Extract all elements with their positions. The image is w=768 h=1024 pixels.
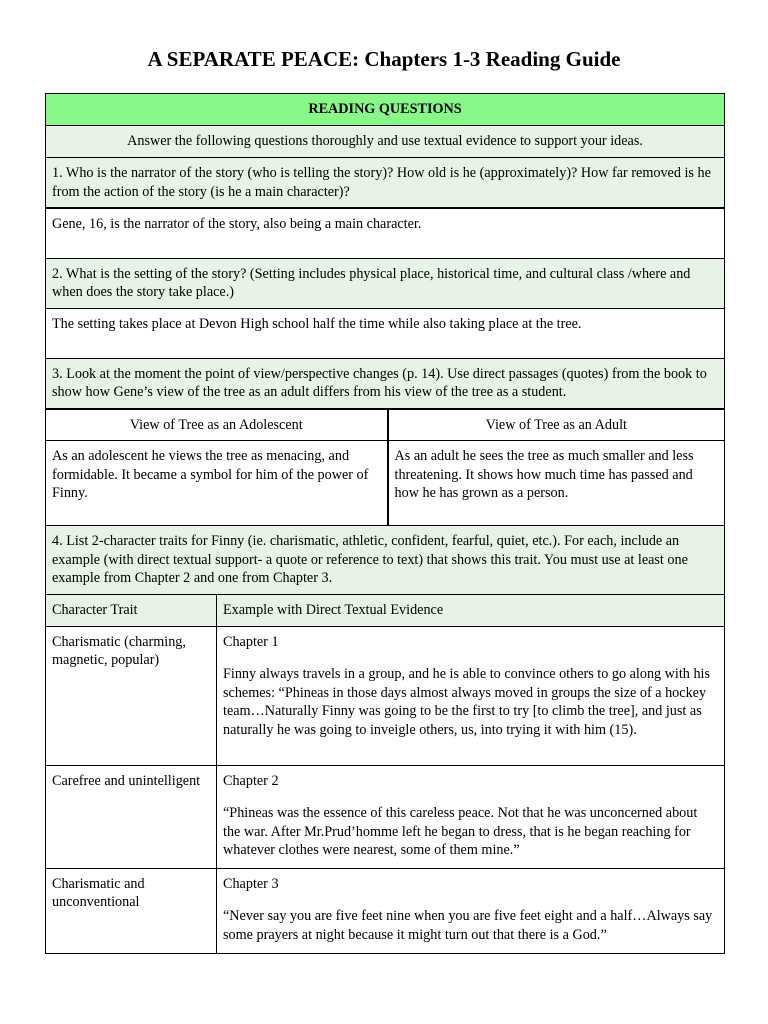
trait-cell: Charismatic (charming, magnetic, popular) — [46, 626, 217, 765]
answer-2: The setting takes place at Devon High school half the time while also taking place at the tree. — [46, 308, 725, 358]
page-title: A SEPARATE PEACE: Chapters 1-3 Reading Guide — [147, 47, 621, 71]
question-4: 4. List 2-character traits for Finny (ie. charismatic, athletic, confident, fearful, quiet, etc.). For each, include an example (with direct textual support- a quote or reference to text) that shows this trait. You must use at least one example from Chapter 2 and one from Chapter 3. — [46, 526, 725, 595]
section-header: READING QUESTIONS — [46, 94, 725, 126]
column-header-example: Example with Direct Textual Evidence — [217, 594, 725, 626]
instructions-row — [46, 126, 725, 158]
column-header-adolescent: View of Tree as an Adolescent — [46, 409, 388, 441]
answer-1-row — [46, 208, 725, 258]
example-cell — [217, 765, 725, 868]
answer-3-adolescent: As an adolescent he views the tree as menacing, and formidable. It became a symbol for him of the power of Finny. — [46, 441, 388, 526]
section-header-row — [46, 94, 725, 126]
column-header-adult: View of Tree as an Adult — [388, 409, 725, 441]
table-row — [46, 626, 725, 765]
trait-cell: Charismatic and unconventional — [46, 868, 217, 953]
question-1: 1. Who is the narrator of the story (who is telling the story)? How old is he (approximately)? How far removed is he from the action of the story (is he a main character)? — [46, 158, 725, 209]
question-4-header-row — [46, 594, 725, 626]
question-3-answer-row — [46, 441, 725, 526]
instructions: Answer the following questions thoroughly and use textual evidence to support your ideas. — [46, 126, 725, 158]
reading-guide-table — [45, 93, 725, 954]
trait-cell: Carefree and unintelligent — [46, 765, 217, 868]
table-row — [46, 765, 725, 868]
question-3-row — [46, 358, 725, 409]
question-2-row — [46, 258, 725, 308]
evidence-text: “Phineas was the essence of this careless peace. Not that he was unconcerned about the war. After Mr.Prud’homme left he began to dress, that is he began reaching for whatever clothes were nearest, some of them mine.” — [223, 805, 698, 858]
question-3-header-row — [46, 409, 725, 441]
table-row — [46, 868, 725, 953]
question-2: 2. What is the setting of the story? (Setting includes physical place, historical time, and cultural class /where and when does the story take place.) — [46, 258, 725, 308]
column-header-trait: Character Trait — [46, 594, 217, 626]
chapter-label: Chapter 3 — [223, 875, 279, 892]
example-cell — [217, 626, 725, 765]
evidence-text: Finny always travels in a group, and he is able to convince others to go along with his schemes: “Phineas in those days almost always moved in groups the size of a hockey team…Naturally Finny was going to be the first to try [to climb the tree], and just as naturally he was going to inveigle others, us, into trying it with him (15). — [223, 666, 711, 738]
question-1-row — [46, 158, 725, 209]
answer-1: Gene, 16, is the narrator of the story, also being a main character. — [46, 208, 725, 258]
answer-2-row — [46, 308, 725, 358]
evidence-text: “Never say you are five feet nine when you are five feet eight and a half…Always say some prayers at night because it might turn out that there is a God.” — [223, 908, 713, 943]
question-4-row — [46, 526, 725, 595]
example-cell — [217, 868, 725, 953]
question-3: 3. Look at the moment the point of view/perspective changes (p. 14). Use direct passages (quotes) from the book to show how Gene’s view of the tree as an adult differs from his view of the tree as a student. — [46, 358, 725, 409]
answer-3-adult: As an adult he sees the tree as much smaller and less threatening. It shows how much time has passed and how he has grown as a person. — [388, 441, 725, 526]
chapter-label: Chapter 1 — [223, 633, 279, 650]
chapter-label: Chapter 2 — [223, 772, 279, 789]
